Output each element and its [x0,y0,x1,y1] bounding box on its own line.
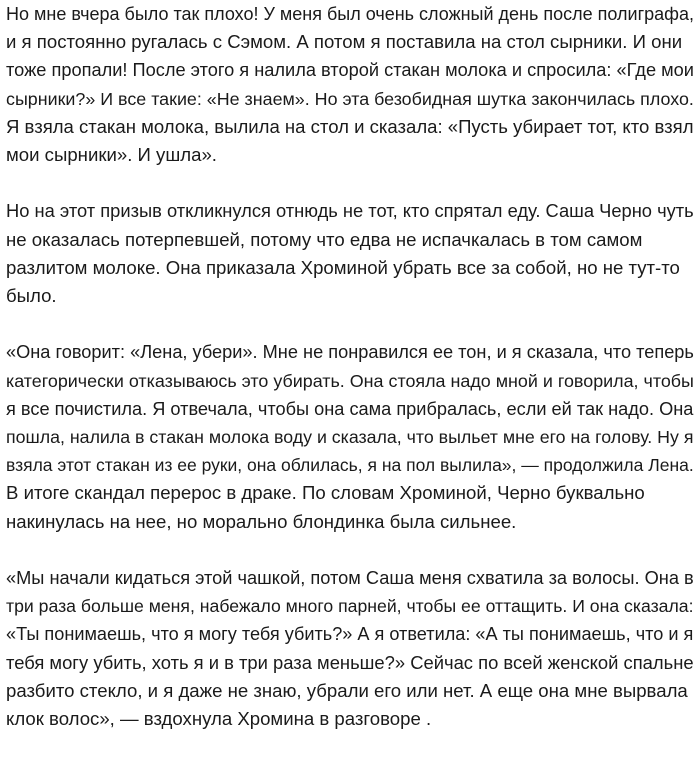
text-line: мои сырники». И ушла». [6,144,217,166]
text-line: «Ты понимаешь, что я могу тебя убить?» А я ответила: «А ты понимаешь, что и я [6,624,694,645]
text-line: три раза больше меня, набежало много парней, чтобы ее оттащить. И она сказала: [6,596,694,617]
text-line: сырники?» И все такие: «Не знаем». Но эта безобидная шутка закончилась плохо. [6,88,694,109]
article-body [6,0,696,761]
text-line: и я постоянно ругалась с Сэмом. А потом я поставила на стол сырники. И они [6,31,683,53]
text-line: накинулась на нее, но морально блондинка была сильнее. [6,510,517,532]
text-line: Я взяла стакан молока, вылила на стол и сказала: «Пусть убирает тот, кто взял [6,115,694,137]
text-line: тоже пропали! После этого я налила второй стакан молока и спросила: «Где мои [6,60,694,81]
text-line: было. [6,285,57,307]
text-line: пошла, налила в стакан молока воду и сказала, что выльет мне его на голову. Ну я [6,427,694,448]
text-line: я все почистила. Я отвечала, чтобы она сама прибралась, если ей так надо. Она [6,398,694,419]
text-line: «Она говорит: «Лена, убери». Мне не понравился ее тон, и я сказала, что теперь [6,342,694,363]
text-line: клок волос», — вздохнула Хромина в разговоре . [6,708,432,730]
text-line: тебя могу убить, хоть я и в три раза меньше?» Сейчас по всей женской спальне [6,651,694,673]
text-line: разбито стекло, и я даже не знаю, убрали его или нет. А еще она мне вырвала [6,679,688,701]
text-line: категорически отказываюсь это убирать. Она стояла надо мной и говорила, чтобы [6,370,694,391]
paragraph-1 [6,0,696,169]
text-line: В итоге скандал перерос в драке. По словам Хроминой, Черно буквально [6,482,645,504]
paragraph-4 [6,564,696,733]
text-line: не оказалась потерпевшей, потому что едва не испачкалась в том самом [6,228,643,250]
paragraph-2 [6,197,696,310]
text-line: Но на этот призыв откликнулся отнюдь не тот, кто спрятал еду. Саша Черно чуть [6,200,694,222]
paragraph-3 [6,338,696,535]
text-line: взяла этот стакан из ее руки, она облилась, я на пол вылила», — продолжила Лена. [6,455,694,476]
text-line: разлитом молоке. Она приказала Хроминой убрать все за собой, но не тут-то [6,256,680,278]
text-line: Но мне вчера было так плохо! У меня был очень сложный день после полиграфа, [6,4,694,24]
text-line: «Мы начали кидаться этой чашкой, потом Саша меня схватила за волосы. Она в [6,567,694,589]
